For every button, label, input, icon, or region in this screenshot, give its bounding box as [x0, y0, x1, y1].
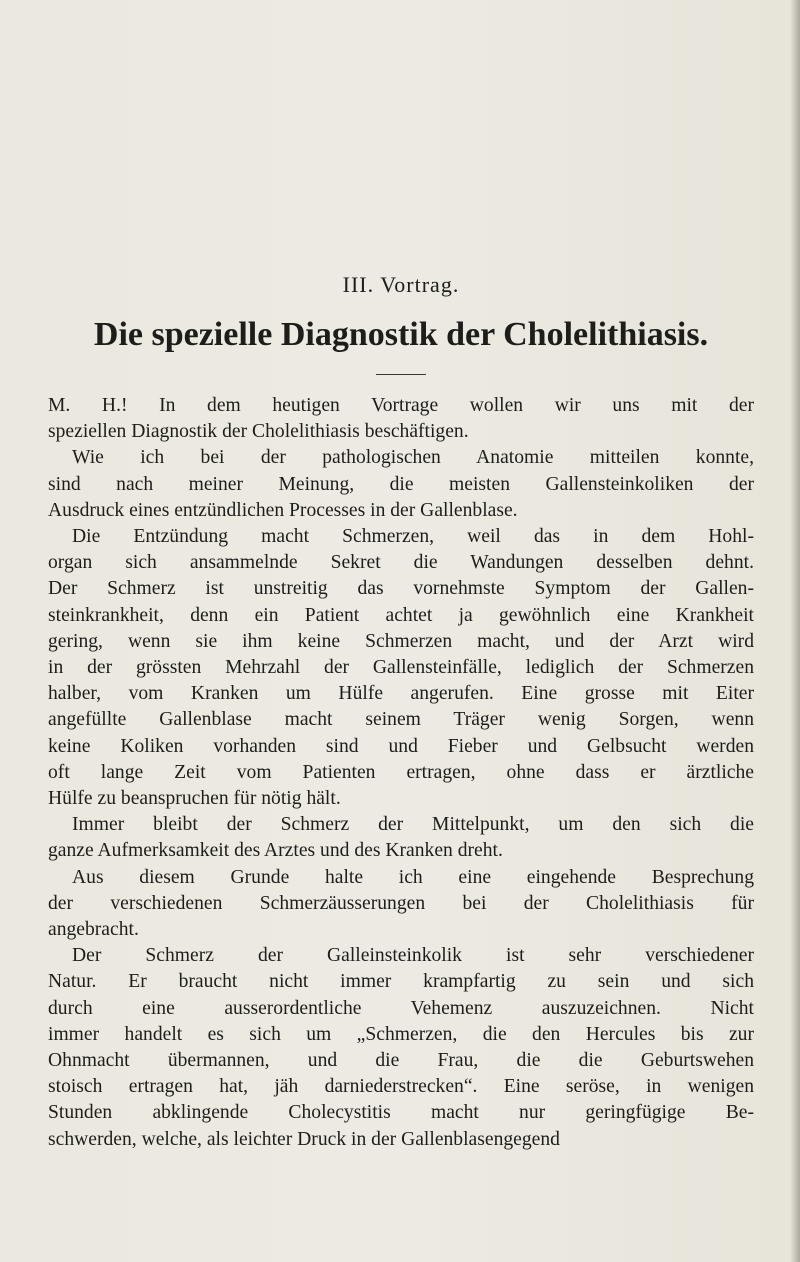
title-divider: [376, 374, 426, 375]
text-line: M. H.! In dem heutigen Vortrage wollen wir uns mit der: [48, 395, 754, 416]
text-line: schwerden, welche, als leichter Druck in der Gallenblasengegend: [48, 1128, 560, 1150]
paragraph: [48, 943, 754, 1153]
text-line: gering, wenn sie ihm keine Schmerzen macht, und der Arzt wird: [48, 630, 754, 652]
text-line: Ohnmacht übermannen, und die Frau, die die Geburtswehen: [48, 1050, 754, 1072]
text-line: angebracht.: [48, 919, 139, 941]
text-line: Aus diesem Grunde halte ich eine eingehende Besprechung: [72, 866, 754, 888]
paragraph: [48, 812, 754, 864]
text-line: Der Schmerz der Galleinsteinkolik ist sehr verschiedener: [72, 945, 754, 967]
paragraph: [48, 524, 754, 812]
text-line: halber, vom Kranken um Hülfe angerufen. Eine grosse mit Eiter: [48, 683, 754, 705]
text-line: Die Entzündung macht Schmerzen, weil das in dem Hohl-: [72, 526, 754, 548]
text-line: immer handelt es sich um „Schmerzen, die den Hercules bis zur: [48, 1023, 754, 1045]
text-line: durch eine ausserordentliche Vehemenz auszuzeichnen. Nicht: [48, 997, 754, 1019]
text-line: Stunden abklingende Cholecystitis macht nur geringfügige Be-: [48, 1102, 754, 1124]
text-line: organ sich ansammelnde Sekret die Wandungen desselben dehnt.: [48, 552, 754, 574]
page-content: [48, 272, 754, 1153]
text-line: der verschiedenen Schmerzäusserungen bei der Cholelithiasis für: [48, 892, 754, 914]
paragraph: [48, 393, 754, 445]
paragraph: [48, 445, 754, 524]
text-line: Natur. Er braucht nicht immer krampfartig zu sein und sich: [48, 971, 754, 993]
paragraph: [48, 865, 754, 944]
page-edge-shadow: [790, 0, 800, 1262]
text-line: speziellen Diagnostik der Cholelithiasis beschäftigen.: [48, 421, 469, 443]
body-text: [48, 393, 754, 1153]
text-line: ganze Aufmerksamkeit des Arztes und des Kranken dreht.: [48, 840, 503, 862]
text-line: angefüllte Gallenblase macht seinem Träger wenig Sorgen, wenn: [48, 709, 754, 731]
text-line: sind nach meiner Meinung, die meisten Gallensteinkoliken der: [48, 473, 754, 495]
lecture-label: III. Vortrag.: [342, 272, 460, 297]
text-line: oft lange Zeit vom Patienten ertragen, ohne dass er ärztliche: [48, 761, 754, 783]
text-line: Hülfe zu beanspruchen für nötig hält.: [48, 788, 341, 810]
text-line: Immer bleibt der Schmerz der Mittelpunkt, um den sich die: [72, 814, 754, 836]
text-line: Ausdruck eines entzündlichen Processes in der Gallenblase.: [48, 499, 518, 521]
text-line: keine Koliken vorhanden sind und Fieber und Gelbsucht werden: [48, 735, 754, 757]
text-line: Der Schmerz ist unstreitig das vornehmste Symptom der Gallen-: [48, 578, 754, 600]
text-line: stoisch ertragen hat, jäh darniederstrecken“. Eine seröse, in wenigen: [48, 1076, 754, 1098]
page-title: Die spezielle Diagnostik der Cholelithiasis.: [93, 316, 709, 353]
text-line: Wie ich bei der pathologischen Anatomie mitteilen konnte,: [72, 447, 754, 469]
text-line: steinkrankheit, denn ein Patient achtet ja gewöhnlich eine Krankheit: [48, 604, 754, 626]
text-line: in der grössten Mehrzahl der Gallensteinfälle, lediglich der Schmerzen: [48, 657, 754, 679]
